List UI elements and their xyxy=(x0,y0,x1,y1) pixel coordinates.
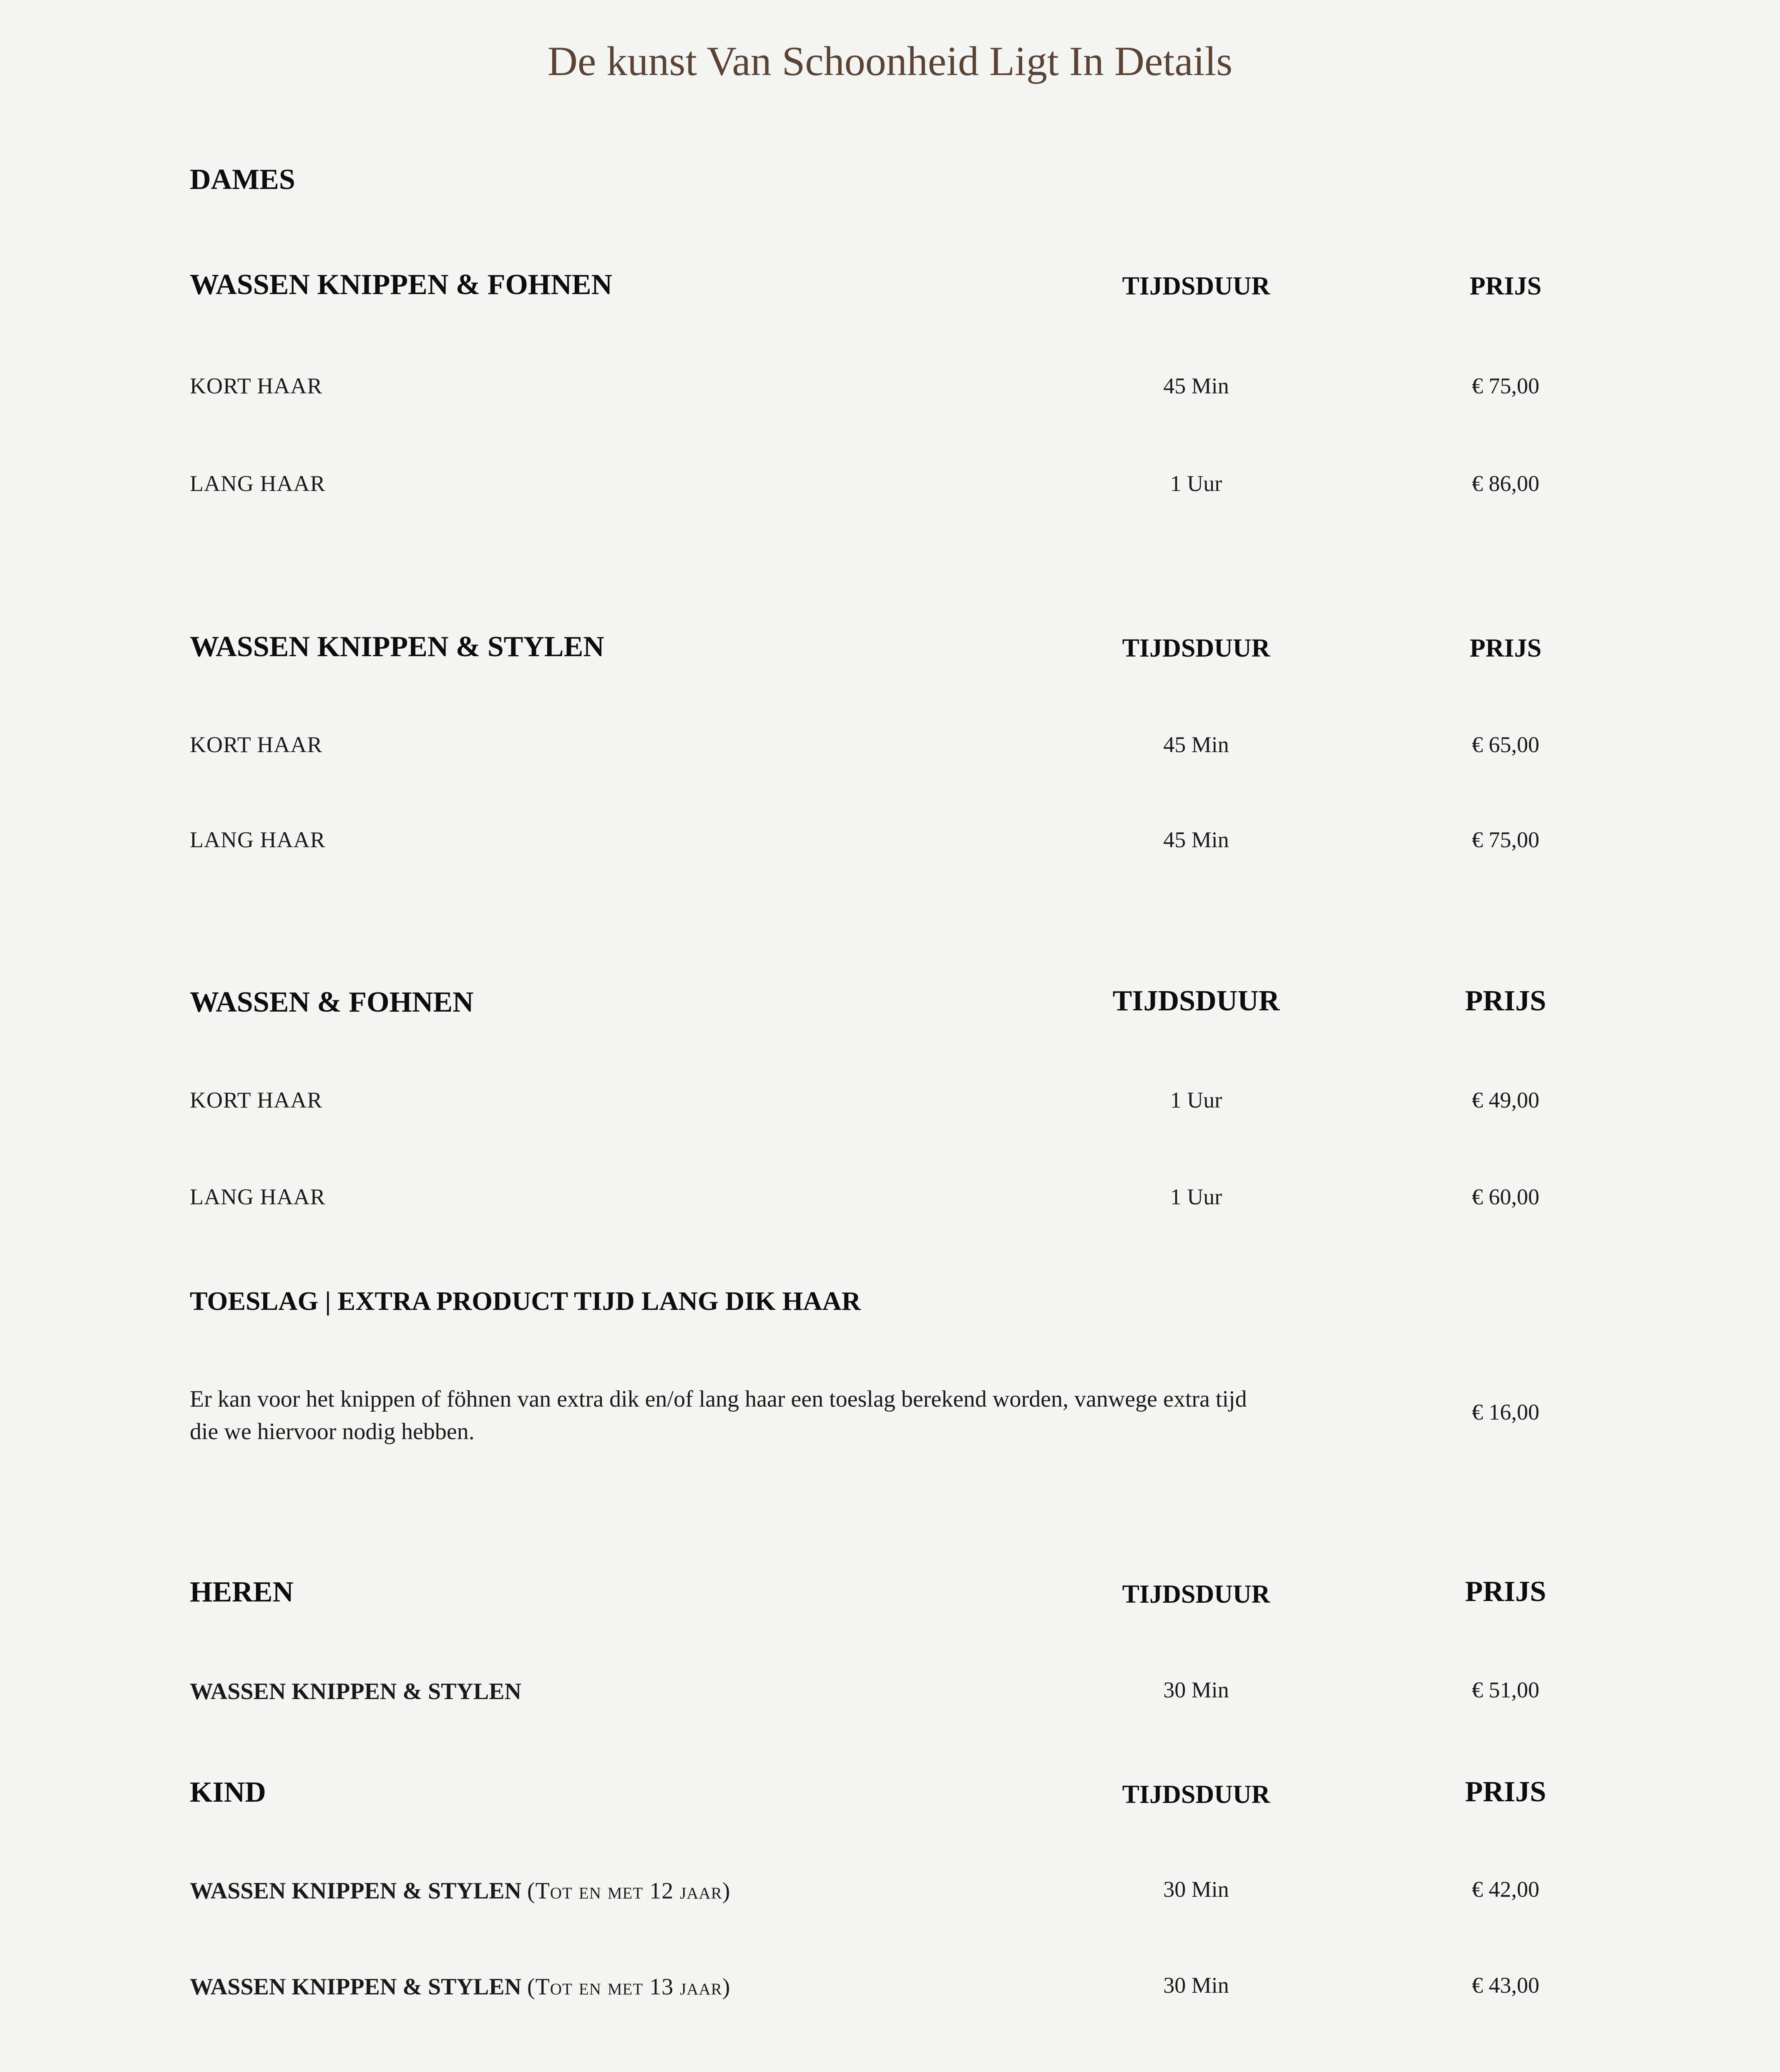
page-title: De kunst Van Schoonheid Ligt In Details xyxy=(547,38,1233,84)
section-heading-kind: KIND xyxy=(190,1776,266,1808)
service-price: € 75,00 xyxy=(1472,373,1539,398)
service-duration: 45 Min xyxy=(1163,732,1229,757)
service-name xyxy=(190,1876,730,1906)
group-title-wassen-fohnen: WASSEN & FOHNEN xyxy=(190,986,474,1018)
group-title-knippen-fohnen: WASSEN KNIPPEN & FOHNEN xyxy=(190,269,613,301)
service-price: € 86,00 xyxy=(1472,471,1539,496)
service-name-main: WASSEN KNIPPEN & STYLEN xyxy=(190,1974,522,2000)
service-duration: 30 Min xyxy=(1163,1973,1229,1998)
section-heading-heren: HEREN xyxy=(190,1576,294,1608)
surcharge-description: Er kan voor het knippen of föhnen van extra dik en/of lang haar een toeslag berekend worden, vanwege extra tijd die we hiervoor nodig hebben. xyxy=(190,1386,1247,1445)
duration-header: TIJDSDUUR xyxy=(1112,985,1280,1017)
duration-header: TIJDSDUUR xyxy=(1122,1580,1270,1609)
service-name: KORT HAAR xyxy=(190,1088,323,1113)
service-price: € 75,00 xyxy=(1472,827,1539,852)
service-duration: 1 Uur xyxy=(1170,1088,1222,1113)
service-price: € 49,00 xyxy=(1472,1088,1539,1113)
service-name xyxy=(190,1972,730,2002)
service-price: € 60,00 xyxy=(1472,1184,1539,1209)
price-header: PRIJS xyxy=(1469,634,1542,662)
service-name: WASSEN KNIPPEN & STYLEN xyxy=(190,1679,522,1704)
service-price: € 51,00 xyxy=(1472,1677,1539,1702)
service-price: € 65,00 xyxy=(1472,732,1539,757)
service-duration: 45 Min xyxy=(1163,373,1229,398)
service-price: € 43,00 xyxy=(1472,1973,1539,1998)
service-name: LANG HAAR xyxy=(190,471,326,496)
service-duration: 45 Min xyxy=(1163,827,1229,852)
duration-header: TIJDSDUUR xyxy=(1122,272,1270,300)
duration-header: TIJDSDUUR xyxy=(1122,1780,1270,1809)
service-duration: 30 Min xyxy=(1163,1677,1229,1702)
service-name-main: WASSEN KNIPPEN & STYLEN xyxy=(190,1878,522,1904)
service-duration: 1 Uur xyxy=(1170,1184,1222,1209)
price-header: PRIJS xyxy=(1465,1776,1546,1808)
duration-header: TIJDSDUUR xyxy=(1122,634,1270,662)
price-header: PRIJS xyxy=(1469,272,1542,300)
surcharge-title: TOESLAG | EXTRA PRODUCT TIJD LANG DIK HAAR xyxy=(190,1286,861,1316)
service-price: € 42,00 xyxy=(1472,1877,1539,1902)
section-heading-dames: DAMES xyxy=(190,164,295,196)
service-name: LANG HAAR xyxy=(190,1184,326,1209)
service-name: KORT HAAR xyxy=(190,732,323,757)
price-header: PRIJS xyxy=(1465,985,1546,1017)
group-title-knippen-stylen: WASSEN KNIPPEN & STYLEN xyxy=(190,631,604,663)
price-header: PRIJS xyxy=(1465,1576,1546,1608)
surcharge-price: € 16,00 xyxy=(1472,1400,1539,1425)
service-age-note: (Tot en met 13 jaar) xyxy=(527,1974,731,2000)
service-name: KORT HAAR xyxy=(190,373,323,398)
service-duration: 1 Uur xyxy=(1170,471,1222,496)
service-age-note: (Tot en met 12 jaar) xyxy=(527,1878,731,1904)
service-name: LANG HAAR xyxy=(190,827,326,852)
service-duration: 30 Min xyxy=(1163,1877,1229,1902)
